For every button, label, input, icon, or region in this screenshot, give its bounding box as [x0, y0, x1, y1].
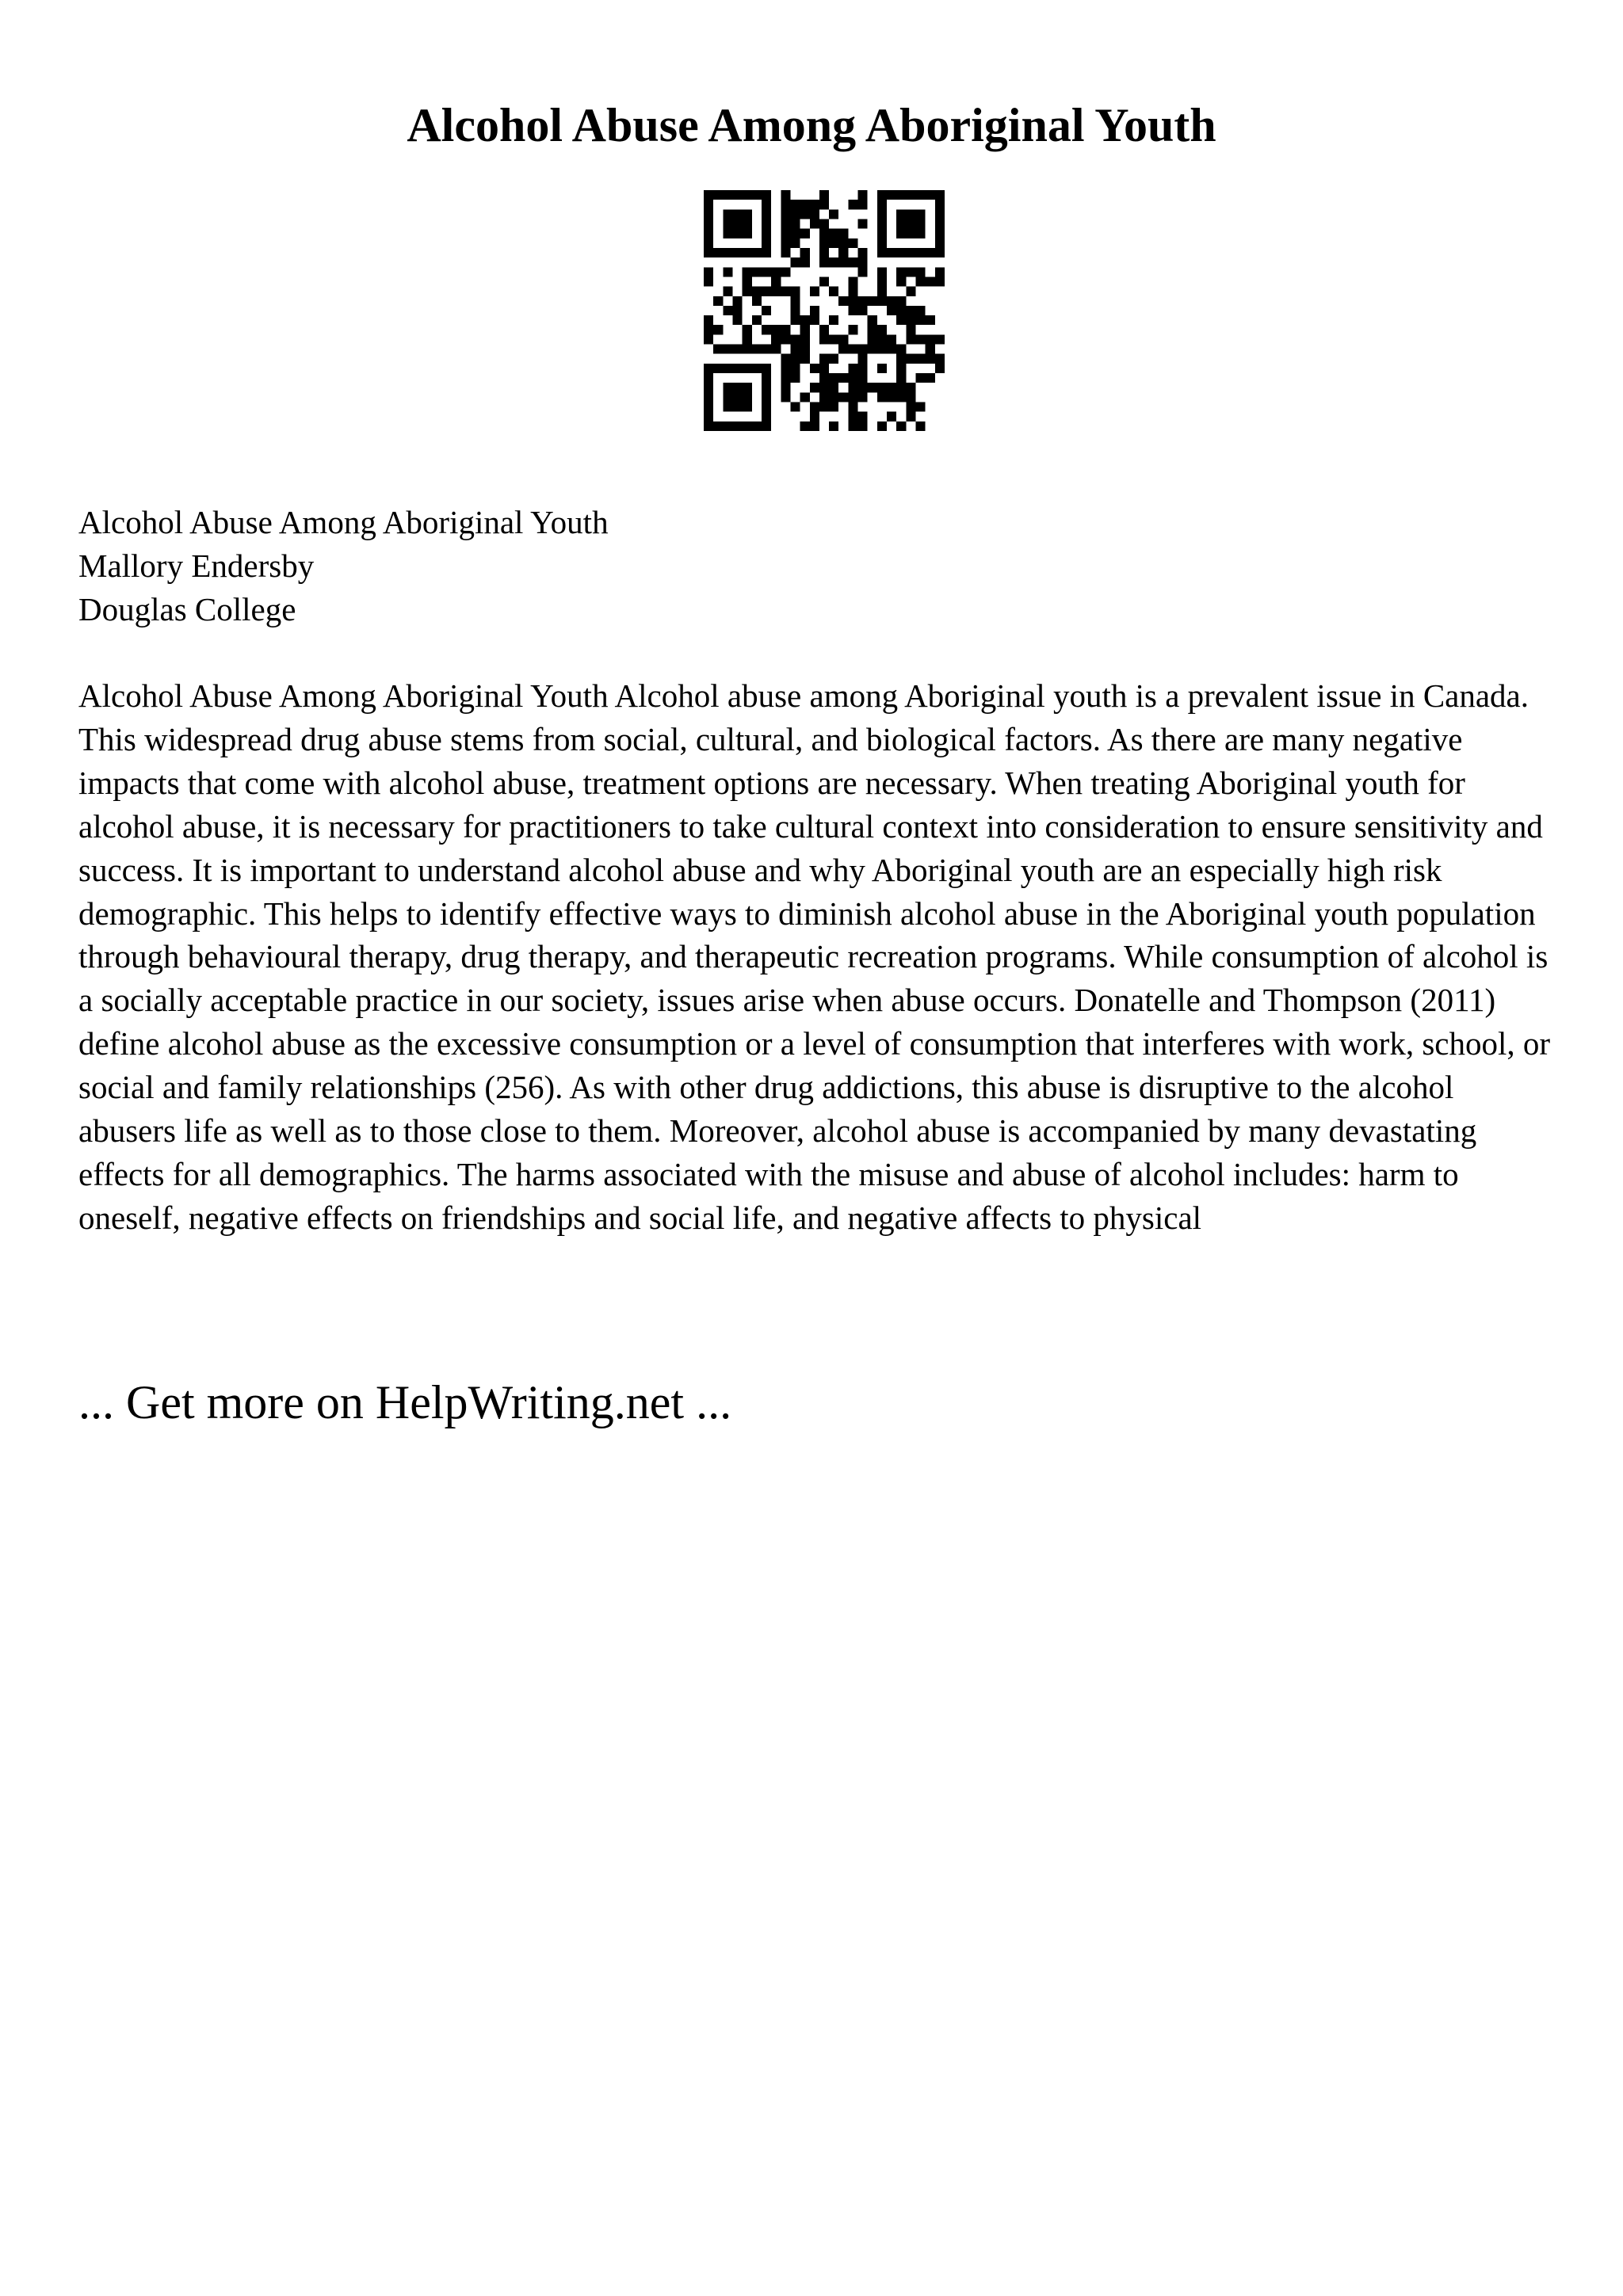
qr-code-icon[interactable] — [704, 190, 945, 431]
author-header — [78, 501, 1545, 631]
body-paragraph: Alcohol Abuse Among Aboriginal Youth Alcohol abuse among Aboriginal youth is a prevalent issue in Canada. This widespread drug abuse stems from social, cultural, and biological factors. As there are many negative impacts that come with alcohol abuse, treatment options are necessary. When treating Aboriginal youth for alcohol abuse, it is necessary for practitioners to take cultural context into consideration to ensure sensitivity and success. It is important to understand alcohol abuse and why Aboriginal youth are an especially high risk demographic. This helps to identify effective ways to diminish alcohol abuse in the Aboriginal youth population through behavioural therapy, drug therapy, and therapeutic recreation programs. While consumption of alcohol is a socially acceptable practice in our society, issues arise when abuse occurs. Donatelle and Thompson (2011) define alcohol abuse as the excessive consumption or a level of consumption that interferes with work, school, or social and family relationships (256). As with other drug addictions, this abuse is disruptive to the alcohol abusers life as well as to those close to them. Moreover, alcohol abuse is accompanied by many devastating effects for all demographics. The harms associated with the misuse and abuse of alcohol includes: harm to oneself, negative effects on friendships and social life, and negative affects to physical — [78, 677, 1551, 1236]
document-title: Alcohol Abuse Among Aboriginal Youth — [407, 99, 1216, 151]
institution-name: Douglas College — [78, 591, 296, 627]
get-more-link[interactable]: ... Get more on HelpWriting.net ... — [78, 1376, 732, 1428]
author-name: Mallory Endersby — [78, 547, 315, 584]
header-title-line: Alcohol Abuse Among Aboriginal Youth — [78, 504, 609, 540]
